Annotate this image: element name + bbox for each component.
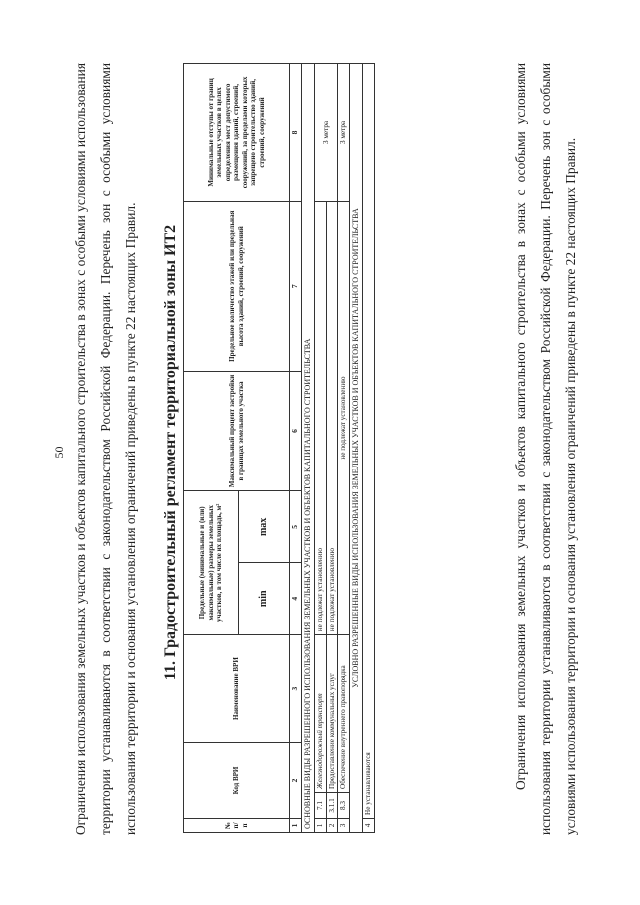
row-text: Не устанавливаются [363,64,375,819]
col-number: 6 [290,371,302,491]
row-no: 3 [338,818,350,832]
paragraph-bottom: Ограничения использования земельных участков и объектов капитального строительства в зонах с особыми условиями использования территории устанавливаются в соответствии с законодательством Российской Федерации. Перечень зон с особыми условиями использования территории и основания установления ограничений приведены в пункте 22 настоящих Правил. [513,63,578,835]
row-name: Железнодорожный транспорт [315,635,327,793]
header-min: min [239,563,290,635]
row-code: 7.1 [315,792,327,818]
header-max: max [239,491,290,563]
section-main-row [301,64,315,833]
col-number: 4 [290,563,302,635]
row-no: 2 [326,818,338,832]
header-no: № п/п [184,818,290,832]
header-code: Код ВРИ [184,743,290,819]
header-floors: Предельное количество этажей или предельная высота зданий, строений, сооружений [184,201,290,371]
section-title: 11. Градостроительный регламент территориальной зоны ИТ2 [162,224,179,681]
col-number: 3 [290,635,302,743]
header-row [184,64,239,833]
row-no: 4 [363,818,375,832]
header-setback: Минимальные отступы от границ земельных участков в целях определения мест допустимого размещения зданий, строений, сооружений, за пределами которых запрещено строительство зданий, строений, сооружений [184,64,290,202]
row-code: 8.3 [338,792,350,818]
row-name: Обеспечение внутреннего правопорядка [338,635,350,793]
paragraph-top: Ограничения использования земельных участков и объектов капитального строительства в зонах с особыми условиями использования территории устанавливаются в соответствии с законодательством Российской Федерации. Перечень зон с особыми условиями использования территории и основания установления ограничений приведены в пункте 22 настоящих Правил. [73,63,138,835]
header-percent: Максимальный процент застройки в границах земельного участка [184,371,290,491]
row-sizes: не подлежат установлению [326,201,338,634]
page-number: 50 [52,446,66,459]
row-sizes: не подлежат установлению [315,201,327,634]
col-number: 5 [290,491,302,563]
col-number: 2 [290,743,302,819]
section-conditional: УСЛОВНО РАЗРЕШЕННЫЕ ВИДЫ ИСПОЛЬЗОВАНИЯ ЗЕМЕЛЬНЫХ УЧАСТКОВ И ОБЪЕКТОВ КАПИТАЛЬНОГО СТРОИТЕЛЬСТВА [349,64,363,833]
header-sizes: Предельные (минимальные и (или) максимальные) размеры земельных участков, в том числе их площадь, м² [184,491,239,635]
section-conditional-row [349,64,363,833]
col-number: 1 [290,818,302,832]
table-row [363,64,375,833]
row-no: 1 [315,818,327,832]
row-sizes: не подлежат установлению [338,201,350,634]
table-row [315,64,327,833]
row-setback: 3 метра [338,64,350,202]
row-code: 3.1.1 [326,792,338,818]
col-number: 7 [290,201,302,371]
regulation-table [183,63,375,833]
row-name: Предоставление коммунальных услуг [326,635,338,793]
section-main: ОСНОВНЫЕ ВИДЫ РАЗРЕШЕННОГО ИСПОЛЬЗОВАНИЯ ЗЕМЕЛЬНЫХ УЧАСТКОВ И ОБЪЕКТОВ КАПИТАЛЬНОГО СТРОИТЕЛЬСТВА [301,64,315,833]
col-number: 8 [290,64,302,202]
column-number-row [290,64,302,833]
table-row [338,64,350,833]
row-setback: 3 метра [315,64,338,202]
header-name: Наименование ВРИ [184,635,290,743]
